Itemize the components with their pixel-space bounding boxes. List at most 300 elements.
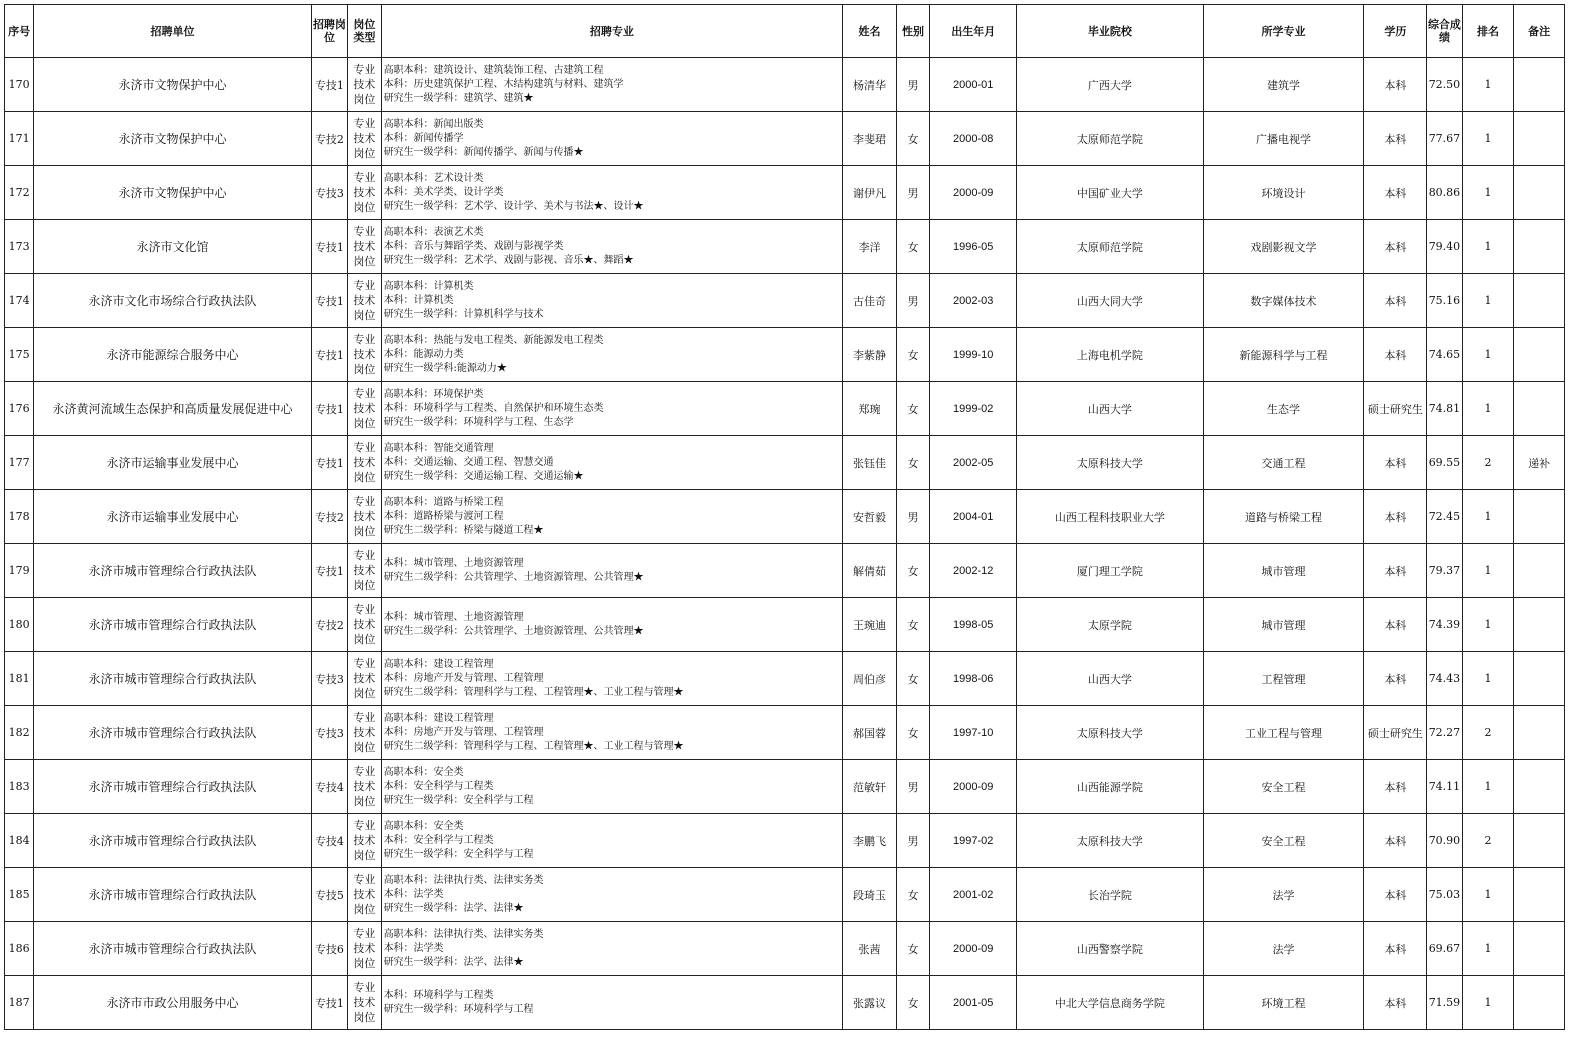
cell-post: 专技3 bbox=[311, 706, 347, 760]
major-line: 本科：房地产开发与管理、工程管理 bbox=[383, 726, 544, 738]
cell-major bbox=[381, 436, 843, 490]
cell-score: 75.03 bbox=[1427, 868, 1462, 922]
cell-name: 李鹏飞 bbox=[843, 814, 897, 868]
cell-studied: 环境工程 bbox=[1203, 976, 1364, 1030]
major-line: 研究生一级学科：安全科学与工程 bbox=[383, 848, 534, 860]
cell-ptype: 专业技术岗位 bbox=[348, 760, 381, 814]
cell-major bbox=[381, 868, 843, 922]
cell-note bbox=[1514, 652, 1565, 706]
table-row bbox=[5, 544, 1565, 598]
cell-note bbox=[1514, 706, 1565, 760]
cell-name: 李洋 bbox=[843, 220, 897, 274]
cell-score: 69.67 bbox=[1427, 922, 1462, 976]
cell-major bbox=[381, 166, 843, 220]
major-line: 本科：音乐与舞蹈学类、戏剧与影视学类 bbox=[383, 240, 564, 252]
cell-note bbox=[1514, 58, 1565, 112]
major-line: 高职本科：智能交通管理 bbox=[383, 442, 494, 454]
major-line: 研究生二级学科：公共管理学、土地资源管理、公共管理★ bbox=[383, 625, 644, 637]
cell-degree: 本科 bbox=[1364, 760, 1427, 814]
cell-school: 山西大学 bbox=[1017, 652, 1203, 706]
cell-name: 谢伊凡 bbox=[843, 166, 897, 220]
table-row bbox=[5, 652, 1565, 706]
cell-school: 中北大学信息商务学院 bbox=[1017, 976, 1203, 1030]
cell-major bbox=[381, 328, 843, 382]
cell-unit: 永济市城市管理综合行政执法队 bbox=[34, 652, 311, 706]
major-line: 本科：安全科学与工程类 bbox=[383, 780, 494, 792]
header-ptype: 岗位类型 bbox=[348, 5, 381, 58]
cell-score: 74.65 bbox=[1427, 328, 1462, 382]
cell-rank: 2 bbox=[1462, 706, 1514, 760]
major-line: 研究生一级学科：法学、法律★ bbox=[383, 956, 524, 968]
cell-ptype: 专业技术岗位 bbox=[348, 382, 381, 436]
cell-birth: 2002-05 bbox=[930, 436, 1017, 490]
major-line: 研究生一级学科：艺术学、设计学、美术与书法★、设计★ bbox=[383, 200, 644, 212]
cell-ptype: 专业技术岗位 bbox=[348, 58, 381, 112]
cell-score: 74.81 bbox=[1427, 382, 1462, 436]
cell-major bbox=[381, 976, 843, 1030]
major-line: 本科：历史建筑保护工程、木结构建筑与材料、建筑学 bbox=[383, 78, 624, 90]
cell-rank: 1 bbox=[1462, 220, 1514, 274]
major-line: 研究生一级学科：艺术学、戏剧与影视、音乐★、舞蹈★ bbox=[383, 254, 634, 266]
major-line: 本科：道路桥梁与渡河工程 bbox=[383, 510, 504, 522]
cell-school: 太原科技大学 bbox=[1017, 814, 1203, 868]
cell-rank: 1 bbox=[1462, 382, 1514, 436]
cell-birth: 2002-12 bbox=[930, 544, 1017, 598]
cell-post: 专技1 bbox=[311, 544, 347, 598]
cell-major bbox=[381, 490, 843, 544]
header-seq: 序号 bbox=[5, 5, 34, 58]
cell-gender: 男 bbox=[896, 274, 929, 328]
table-row bbox=[5, 760, 1565, 814]
cell-school: 太原科技大学 bbox=[1017, 436, 1203, 490]
cell-studied: 环境设计 bbox=[1203, 166, 1364, 220]
cell-seq: 184 bbox=[5, 814, 34, 868]
cell-score: 74.43 bbox=[1427, 652, 1462, 706]
major-line: 研究生一级学科：新闻传播学、新闻与传播★ bbox=[383, 146, 584, 158]
cell-rank: 1 bbox=[1462, 976, 1514, 1030]
major-line: 研究生二级学科：管理科学与工程、工程管理★、工业工程与管理★ bbox=[383, 686, 684, 698]
cell-gender: 女 bbox=[896, 922, 929, 976]
cell-gender: 女 bbox=[896, 382, 929, 436]
cell-note bbox=[1514, 382, 1565, 436]
header-post: 招聘岗位 bbox=[311, 5, 347, 58]
cell-unit: 永济市城市管理综合行政执法队 bbox=[34, 922, 311, 976]
cell-score: 69.55 bbox=[1427, 436, 1462, 490]
cell-school: 太原科技大学 bbox=[1017, 706, 1203, 760]
table-row bbox=[5, 868, 1565, 922]
major-line: 本科：新闻传播学 bbox=[383, 132, 464, 144]
cell-rank: 1 bbox=[1462, 760, 1514, 814]
cell-school: 广西大学 bbox=[1017, 58, 1203, 112]
header-note: 备注 bbox=[1514, 5, 1565, 58]
cell-name: 李斐珺 bbox=[843, 112, 897, 166]
cell-birth: 1998-06 bbox=[930, 652, 1017, 706]
major-line: 研究生一级学科：计算机科学与技术 bbox=[383, 308, 544, 320]
results-table-container bbox=[4, 4, 1565, 1030]
cell-major bbox=[381, 814, 843, 868]
cell-gender: 女 bbox=[896, 328, 929, 382]
table-row bbox=[5, 922, 1565, 976]
cell-degree: 本科 bbox=[1364, 976, 1427, 1030]
cell-score: 70.90 bbox=[1427, 814, 1462, 868]
major-line: 研究生一级学科：环境科学与工程 bbox=[383, 1003, 534, 1015]
cell-seq: 179 bbox=[5, 544, 34, 598]
cell-degree: 本科 bbox=[1364, 652, 1427, 706]
cell-note: 递补 bbox=[1514, 436, 1565, 490]
cell-seq: 172 bbox=[5, 166, 34, 220]
cell-school: 长治学院 bbox=[1017, 868, 1203, 922]
cell-major bbox=[381, 112, 843, 166]
cell-studied: 生态学 bbox=[1203, 382, 1364, 436]
cell-unit: 永济市运输事业发展中心 bbox=[34, 490, 311, 544]
cell-name: 张钰佳 bbox=[843, 436, 897, 490]
cell-unit: 永济市城市管理综合行政执法队 bbox=[34, 544, 311, 598]
cell-school: 太原师范学院 bbox=[1017, 220, 1203, 274]
cell-ptype: 专业技术岗位 bbox=[348, 220, 381, 274]
cell-studied: 城市管理 bbox=[1203, 598, 1364, 652]
cell-note bbox=[1514, 112, 1565, 166]
cell-birth: 1998-05 bbox=[930, 598, 1017, 652]
cell-birth: 1996-05 bbox=[930, 220, 1017, 274]
cell-degree: 本科 bbox=[1364, 58, 1427, 112]
table-row bbox=[5, 490, 1565, 544]
cell-school: 山西大学 bbox=[1017, 382, 1203, 436]
major-line: 高职本科：安全类 bbox=[383, 766, 464, 778]
cell-score: 74.39 bbox=[1427, 598, 1462, 652]
cell-ptype: 专业技术岗位 bbox=[348, 436, 381, 490]
cell-seq: 175 bbox=[5, 328, 34, 382]
header-score: 综合成绩 bbox=[1427, 5, 1462, 58]
table-row bbox=[5, 112, 1565, 166]
cell-post: 专技5 bbox=[311, 868, 347, 922]
cell-post: 专技1 bbox=[311, 328, 347, 382]
header-rank: 排名 bbox=[1462, 5, 1514, 58]
table-body bbox=[5, 58, 1565, 1030]
cell-post: 专技6 bbox=[311, 922, 347, 976]
cell-score: 75.16 bbox=[1427, 274, 1462, 328]
cell-seq: 180 bbox=[5, 598, 34, 652]
table-row bbox=[5, 58, 1565, 112]
cell-major bbox=[381, 598, 843, 652]
cell-name: 王琬迪 bbox=[843, 598, 897, 652]
cell-seq: 187 bbox=[5, 976, 34, 1030]
cell-unit: 永济市文物保护中心 bbox=[34, 166, 311, 220]
header-unit: 招聘单位 bbox=[34, 5, 311, 58]
cell-name: 安哲毅 bbox=[843, 490, 897, 544]
cell-ptype: 专业技术岗位 bbox=[348, 166, 381, 220]
cell-school: 山西能源学院 bbox=[1017, 760, 1203, 814]
cell-post: 专技2 bbox=[311, 490, 347, 544]
cell-ptype: 专业技术岗位 bbox=[348, 544, 381, 598]
major-line: 研究生一级学科：建筑学、建筑★ bbox=[383, 92, 534, 104]
cell-degree: 本科 bbox=[1364, 922, 1427, 976]
major-line: 研究生二级学科：桥梁与隧道工程★ bbox=[383, 524, 544, 536]
cell-ptype: 专业技术岗位 bbox=[348, 652, 381, 706]
cell-name: 段琦玉 bbox=[843, 868, 897, 922]
cell-ptype: 专业技术岗位 bbox=[348, 490, 381, 544]
header-name: 姓名 bbox=[843, 5, 897, 58]
cell-studied: 法学 bbox=[1203, 868, 1364, 922]
major-line: 本科：能源动力类 bbox=[383, 348, 464, 360]
header-degree: 学历 bbox=[1364, 5, 1427, 58]
cell-gender: 女 bbox=[896, 868, 929, 922]
cell-note bbox=[1514, 274, 1565, 328]
cell-major bbox=[381, 706, 843, 760]
cell-birth: 2000-09 bbox=[930, 760, 1017, 814]
major-line: 高职本科：建筑设计、建筑装饰工程、古建筑工程 bbox=[383, 64, 604, 76]
cell-ptype: 专业技术岗位 bbox=[348, 814, 381, 868]
cell-ptype: 专业技术岗位 bbox=[348, 706, 381, 760]
cell-birth: 2001-05 bbox=[930, 976, 1017, 1030]
cell-note bbox=[1514, 166, 1565, 220]
cell-score: 71.59 bbox=[1427, 976, 1462, 1030]
cell-gender: 女 bbox=[896, 976, 929, 1030]
cell-ptype: 专业技术岗位 bbox=[348, 868, 381, 922]
table-header-row bbox=[5, 5, 1565, 58]
cell-name: 张茜 bbox=[843, 922, 897, 976]
cell-degree: 本科 bbox=[1364, 166, 1427, 220]
cell-unit: 永济市城市管理综合行政执法队 bbox=[34, 706, 311, 760]
cell-unit: 永济市城市管理综合行政执法队 bbox=[34, 814, 311, 868]
major-line: 高职本科：法律执行类、法律实务类 bbox=[383, 874, 544, 886]
table-row bbox=[5, 436, 1565, 490]
cell-name: 郑琬 bbox=[843, 382, 897, 436]
cell-studied: 数字媒体技术 bbox=[1203, 274, 1364, 328]
major-line: 高职本科：表演艺术类 bbox=[383, 226, 484, 238]
cell-degree: 本科 bbox=[1364, 436, 1427, 490]
cell-gender: 男 bbox=[896, 166, 929, 220]
cell-studied: 法学 bbox=[1203, 922, 1364, 976]
cell-ptype: 专业技术岗位 bbox=[348, 274, 381, 328]
cell-post: 专技1 bbox=[311, 436, 347, 490]
cell-seq: 186 bbox=[5, 922, 34, 976]
table-row bbox=[5, 976, 1565, 1030]
header-studied: 所学专业 bbox=[1203, 5, 1364, 58]
cell-post: 专技2 bbox=[311, 598, 347, 652]
cell-post: 专技3 bbox=[311, 652, 347, 706]
cell-unit: 永济市城市管理综合行政执法队 bbox=[34, 760, 311, 814]
cell-rank: 1 bbox=[1462, 868, 1514, 922]
major-line: 本科：法学类 bbox=[383, 942, 444, 954]
major-line: 研究生一级学科：法学、法律★ bbox=[383, 902, 524, 914]
major-line: 本科：美术学类、设计学类 bbox=[383, 186, 504, 198]
table-row bbox=[5, 166, 1565, 220]
cell-score: 72.50 bbox=[1427, 58, 1462, 112]
cell-note bbox=[1514, 976, 1565, 1030]
cell-school: 厦门理工学院 bbox=[1017, 544, 1203, 598]
cell-note bbox=[1514, 922, 1565, 976]
cell-seq: 183 bbox=[5, 760, 34, 814]
cell-post: 专技3 bbox=[311, 166, 347, 220]
cell-unit: 永济黄河流域生态保护和高质量发展促进中心 bbox=[34, 382, 311, 436]
major-line: 高职本科：道路与桥梁工程 bbox=[383, 496, 504, 508]
cell-major bbox=[381, 544, 843, 598]
cell-post: 专技1 bbox=[311, 382, 347, 436]
cell-rank: 1 bbox=[1462, 598, 1514, 652]
cell-birth: 1999-10 bbox=[930, 328, 1017, 382]
table-row bbox=[5, 598, 1565, 652]
cell-score: 80.86 bbox=[1427, 166, 1462, 220]
cell-name: 张露议 bbox=[843, 976, 897, 1030]
cell-major bbox=[381, 760, 843, 814]
major-line: 本科：安全科学与工程类 bbox=[383, 834, 494, 846]
cell-post: 专技4 bbox=[311, 760, 347, 814]
cell-note bbox=[1514, 490, 1565, 544]
cell-seq: 176 bbox=[5, 382, 34, 436]
cell-note bbox=[1514, 220, 1565, 274]
header-major: 招聘专业 bbox=[381, 5, 843, 58]
cell-gender: 男 bbox=[896, 760, 929, 814]
table-row bbox=[5, 274, 1565, 328]
major-line: 研究生一级学科：安全科学与工程 bbox=[383, 794, 534, 806]
cell-birth: 1997-02 bbox=[930, 814, 1017, 868]
cell-studied: 安全工程 bbox=[1203, 760, 1364, 814]
cell-major bbox=[381, 922, 843, 976]
table-row bbox=[5, 706, 1565, 760]
cell-post: 专技1 bbox=[311, 58, 347, 112]
cell-post: 专技1 bbox=[311, 976, 347, 1030]
major-line: 高职本科：新闻出版类 bbox=[383, 118, 484, 130]
cell-seq: 173 bbox=[5, 220, 34, 274]
cell-rank: 2 bbox=[1462, 814, 1514, 868]
cell-unit: 永济市文化市场综合行政执法队 bbox=[34, 274, 311, 328]
cell-rank: 2 bbox=[1462, 436, 1514, 490]
cell-seq: 178 bbox=[5, 490, 34, 544]
cell-school: 太原师范学院 bbox=[1017, 112, 1203, 166]
cell-name: 周伯彦 bbox=[843, 652, 897, 706]
cell-degree: 本科 bbox=[1364, 868, 1427, 922]
cell-unit: 永济市文化馆 bbox=[34, 220, 311, 274]
cell-seq: 170 bbox=[5, 58, 34, 112]
cell-birth: 2000-08 bbox=[930, 112, 1017, 166]
header-gender: 性别 bbox=[896, 5, 929, 58]
cell-school: 太原学院 bbox=[1017, 598, 1203, 652]
cell-rank: 1 bbox=[1462, 328, 1514, 382]
cell-rank: 1 bbox=[1462, 652, 1514, 706]
cell-major bbox=[381, 382, 843, 436]
major-line: 高职本科：艺术设计类 bbox=[383, 172, 484, 184]
cell-ptype: 专业技术岗位 bbox=[348, 598, 381, 652]
cell-ptype: 专业技术岗位 bbox=[348, 328, 381, 382]
cell-studied: 广播电视学 bbox=[1203, 112, 1364, 166]
major-line: 高职本科：环境保护类 bbox=[383, 388, 484, 400]
cell-seq: 185 bbox=[5, 868, 34, 922]
major-line: 高职本科：安全类 bbox=[383, 820, 464, 832]
table-row bbox=[5, 328, 1565, 382]
cell-gender: 女 bbox=[896, 652, 929, 706]
major-line: 研究生二级学科：管理科学与工程、工程管理★、工业工程与管理★ bbox=[383, 740, 684, 752]
cell-birth: 2000-09 bbox=[930, 922, 1017, 976]
cell-post: 专技1 bbox=[311, 274, 347, 328]
cell-seq: 182 bbox=[5, 706, 34, 760]
cell-birth: 2002-03 bbox=[930, 274, 1017, 328]
cell-score: 72.45 bbox=[1427, 490, 1462, 544]
cell-ptype: 专业技术岗位 bbox=[348, 922, 381, 976]
table-row bbox=[5, 814, 1565, 868]
cell-note bbox=[1514, 814, 1565, 868]
cell-note bbox=[1514, 868, 1565, 922]
cell-major bbox=[381, 274, 843, 328]
cell-ptype: 专业技术岗位 bbox=[348, 112, 381, 166]
cell-major bbox=[381, 58, 843, 112]
cell-ptype: 专业技术岗位 bbox=[348, 976, 381, 1030]
cell-studied: 工程管理 bbox=[1203, 652, 1364, 706]
cell-name: 郝国蓉 bbox=[843, 706, 897, 760]
cell-note bbox=[1514, 544, 1565, 598]
cell-school: 中国矿业大学 bbox=[1017, 166, 1203, 220]
table-row bbox=[5, 220, 1565, 274]
cell-rank: 1 bbox=[1462, 544, 1514, 598]
cell-degree: 硕士研究生 bbox=[1364, 382, 1427, 436]
major-line: 本科：交通运输、交通工程、智慧交通 bbox=[383, 456, 554, 468]
cell-studied: 交通工程 bbox=[1203, 436, 1364, 490]
cell-rank: 1 bbox=[1462, 922, 1514, 976]
cell-unit: 永济市文物保护中心 bbox=[34, 58, 311, 112]
cell-degree: 本科 bbox=[1364, 814, 1427, 868]
major-line: 研究生一级学科：环境科学与工程、生态学 bbox=[383, 416, 574, 428]
cell-birth: 1999-02 bbox=[930, 382, 1017, 436]
cell-studied: 建筑学 bbox=[1203, 58, 1364, 112]
cell-birth: 2004-01 bbox=[930, 490, 1017, 544]
cell-birth: 2000-01 bbox=[930, 58, 1017, 112]
cell-gender: 男 bbox=[896, 814, 929, 868]
major-line: 高职本科：计算机类 bbox=[383, 280, 474, 292]
header-birth: 出生年月 bbox=[930, 5, 1017, 58]
major-line: 本科：环境科学与工程类 bbox=[383, 989, 494, 1001]
cell-name: 杨清华 bbox=[843, 58, 897, 112]
cell-seq: 177 bbox=[5, 436, 34, 490]
cell-rank: 1 bbox=[1462, 58, 1514, 112]
cell-gender: 女 bbox=[896, 436, 929, 490]
major-line: 高职本科：热能与发电工程类、新能源发电工程类 bbox=[383, 334, 604, 346]
cell-score: 72.27 bbox=[1427, 706, 1462, 760]
cell-degree: 本科 bbox=[1364, 328, 1427, 382]
results-table bbox=[4, 4, 1565, 1030]
cell-school: 上海电机学院 bbox=[1017, 328, 1203, 382]
cell-post: 专技4 bbox=[311, 814, 347, 868]
cell-unit: 永济市文物保护中心 bbox=[34, 112, 311, 166]
major-line: 高职本科：建设工程管理 bbox=[383, 712, 494, 724]
cell-unit: 永济市城市管理综合行政执法队 bbox=[34, 598, 311, 652]
cell-unit: 永济市运输事业发展中心 bbox=[34, 436, 311, 490]
cell-score: 79.37 bbox=[1427, 544, 1462, 598]
cell-studied: 安全工程 bbox=[1203, 814, 1364, 868]
cell-school: 山西工程科技职业大学 bbox=[1017, 490, 1203, 544]
major-line: 研究生一级学科：交通运输工程、交通运输★ bbox=[383, 470, 584, 482]
cell-score: 74.11 bbox=[1427, 760, 1462, 814]
cell-studied: 城市管理 bbox=[1203, 544, 1364, 598]
table-row bbox=[5, 382, 1565, 436]
cell-seq: 171 bbox=[5, 112, 34, 166]
major-line: 研究生二级学科：公共管理学、土地资源管理、公共管理★ bbox=[383, 571, 644, 583]
cell-score: 77.67 bbox=[1427, 112, 1462, 166]
cell-post: 专技1 bbox=[311, 220, 347, 274]
cell-gender: 男 bbox=[896, 490, 929, 544]
cell-studied: 新能源科学与工程 bbox=[1203, 328, 1364, 382]
cell-rank: 1 bbox=[1462, 166, 1514, 220]
cell-seq: 174 bbox=[5, 274, 34, 328]
major-line: 本科：计算机类 bbox=[383, 294, 454, 306]
cell-unit: 永济市市政公用服务中心 bbox=[34, 976, 311, 1030]
header-school: 毕业院校 bbox=[1017, 5, 1203, 58]
cell-degree: 本科 bbox=[1364, 112, 1427, 166]
cell-unit: 永济市能源综合服务中心 bbox=[34, 328, 311, 382]
cell-unit: 永济市城市管理综合行政执法队 bbox=[34, 868, 311, 922]
cell-note bbox=[1514, 328, 1565, 382]
major-line: 本科：城市管理、土地资源管理 bbox=[383, 611, 524, 623]
cell-birth: 1997-10 bbox=[930, 706, 1017, 760]
cell-school: 山西警察学院 bbox=[1017, 922, 1203, 976]
